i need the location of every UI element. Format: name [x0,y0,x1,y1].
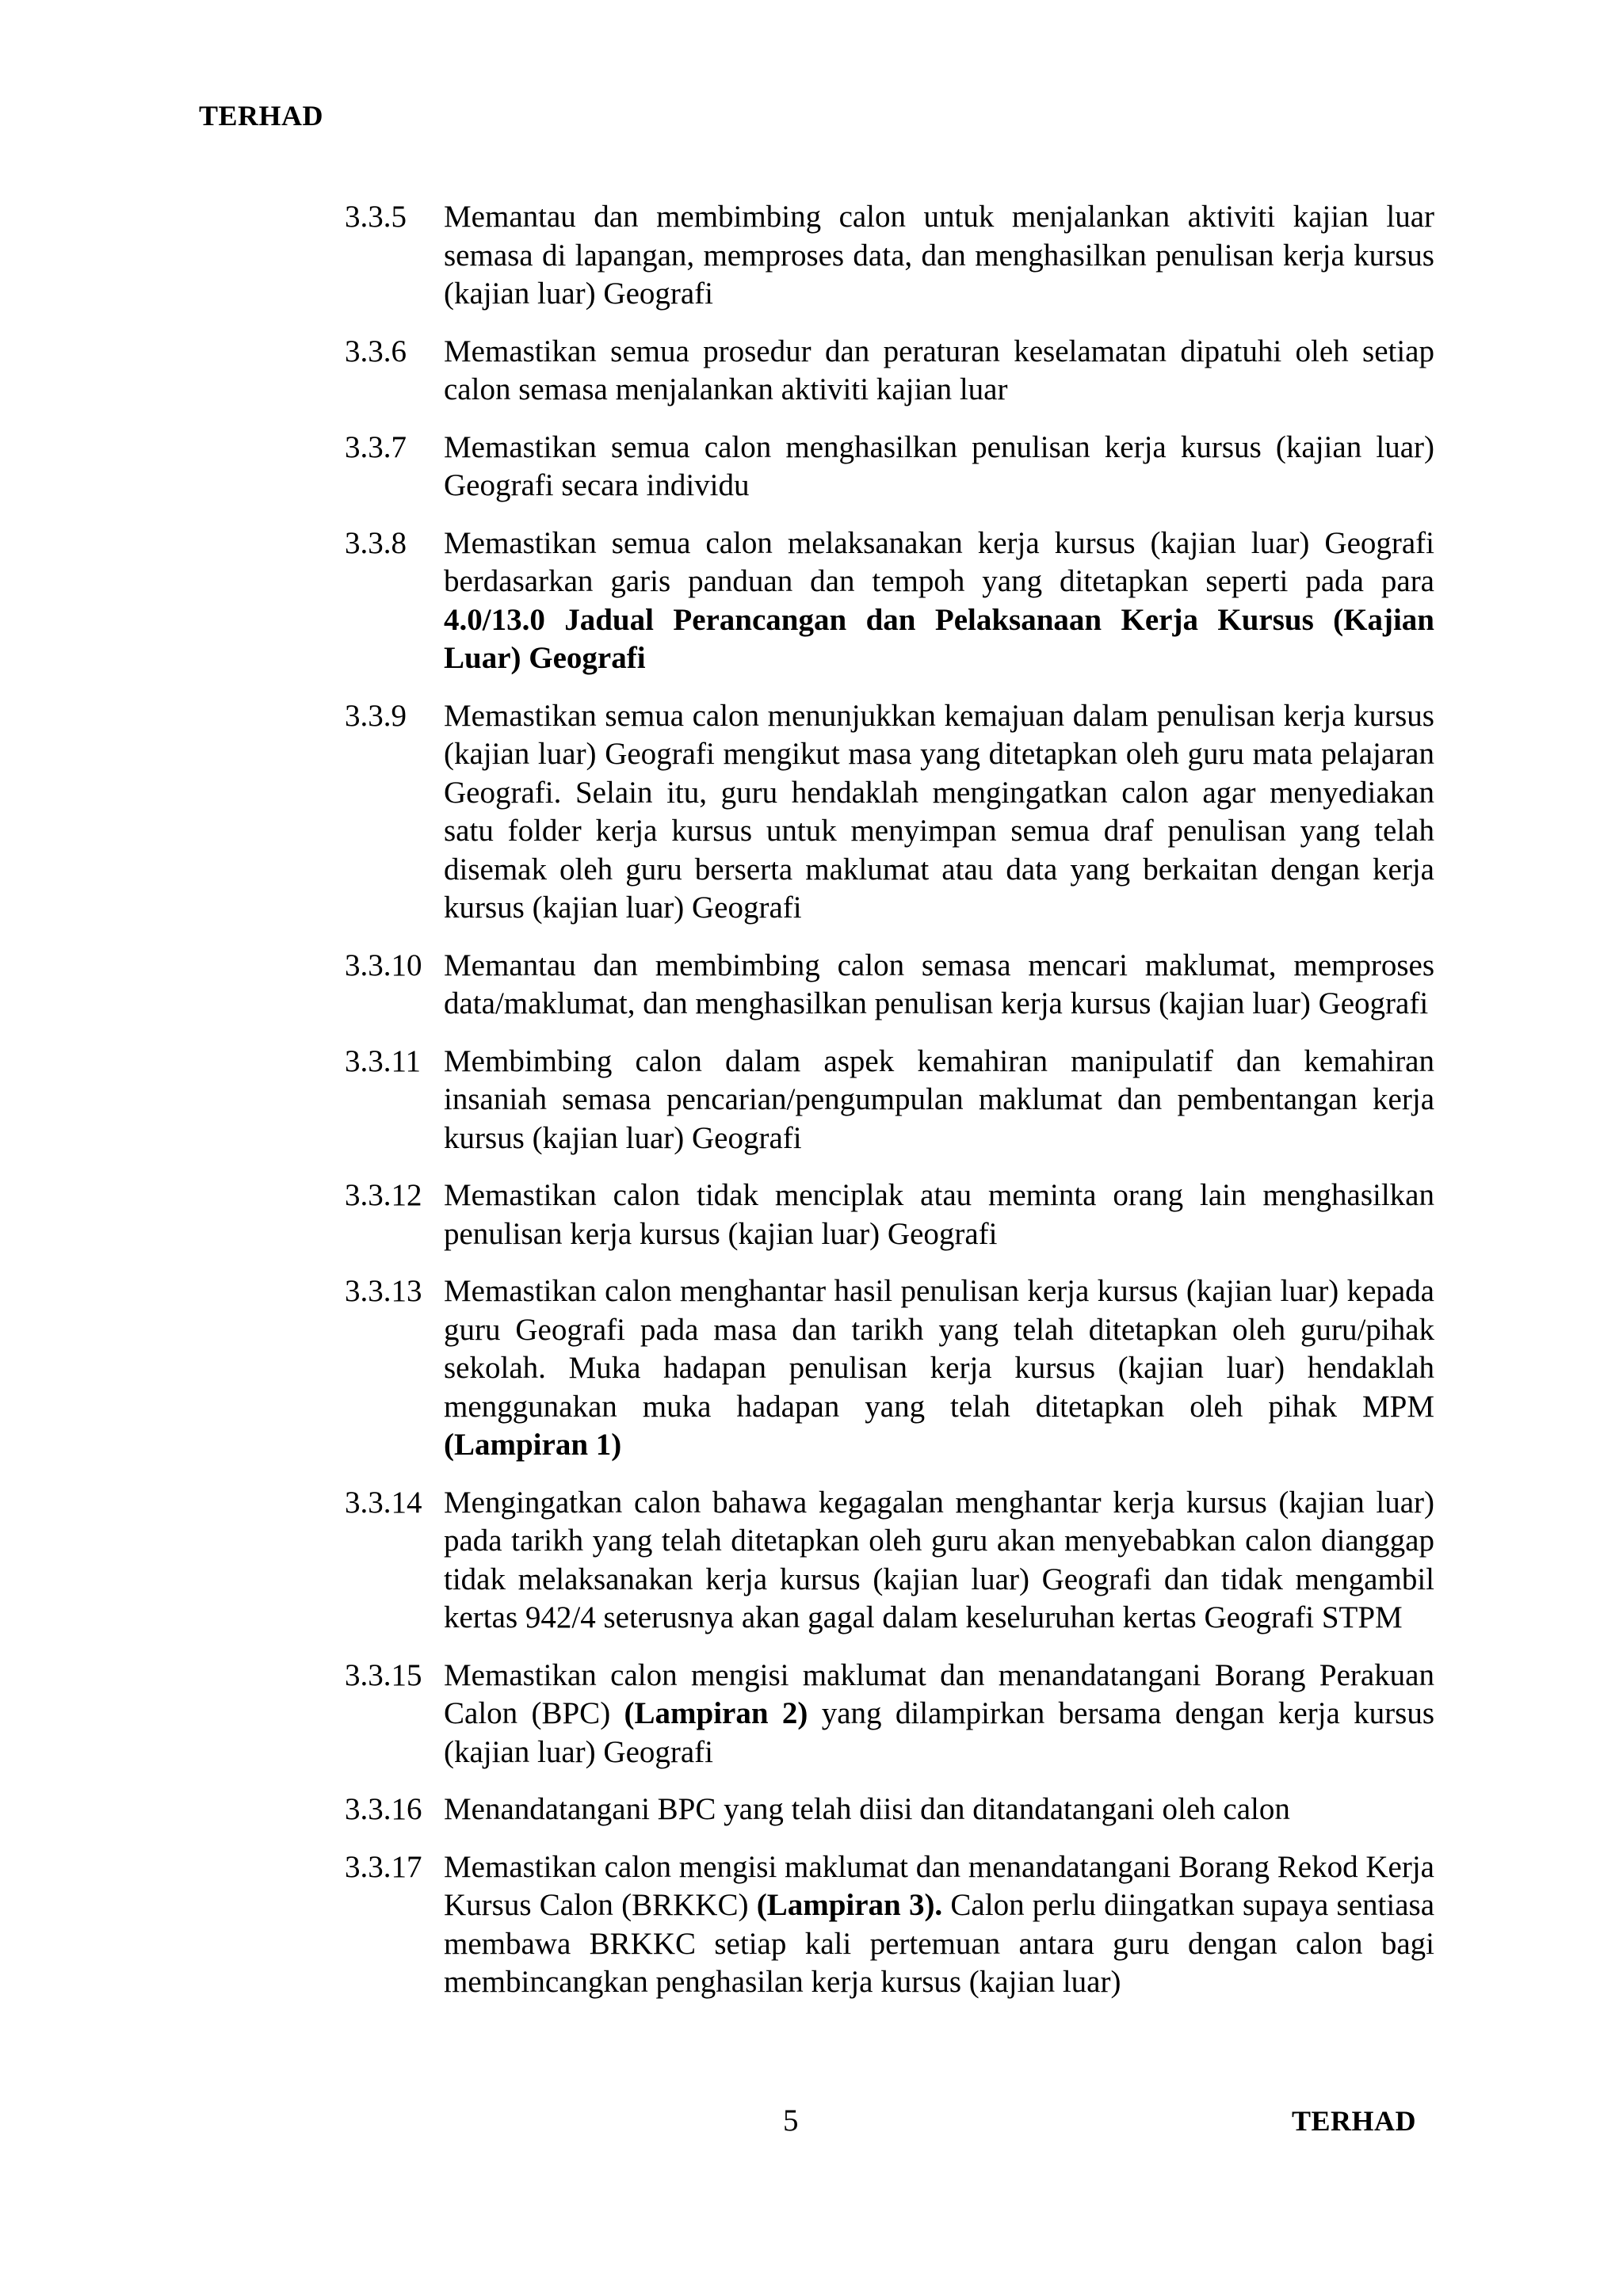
list-item [345,1791,1434,1829]
item-number: 3.3.8 [345,525,407,560]
item-text [444,1791,1434,1829]
text-segment: Memastikan semua calon menunjukkan kemajuan dalam penulisan kerja kursus (kajian luar) Geografi mengikut masa yang ditetapkan oleh guru mata pelajaran Geografi. Selain itu, guru hendaklah mengingatkan calon agar menyediakan satu folder kerja kursus untuk menyimpan semua draf penulisan yang telah disemak oleh guru berserta maklumat atau data yang berkaitan dengan kerja kursus (kajian luar) Geografi [444,698,1434,925]
text-segment: Calon perlu diingatkan supaya sentiasa membawa BRKKC setiap kali pertemuan antara guru dengan calon bagi membincangkan penghasilan kerja kursus (kajian luar) [444,1888,1435,1999]
text-segment: Memastikan semua calon melaksanakan kerja kursus (kajian luar) Geografi berdasarkan garis panduan dan tempoh yang ditetapkan seperti pada para [444,525,1434,598]
text-segment: Memastikan calon tidak menciplak atau meminta orang lain menghasilkan penulisan kerja kursus (kajian luar) Geografi [444,1178,1434,1251]
list-item [345,1848,1434,2002]
item-number: 3.3.13 [345,1274,422,1308]
list-item [345,1043,1434,1158]
item-text [444,947,1434,1024]
list-item [345,429,1434,505]
bold-reference: (Lampiran 2) [624,1696,808,1730]
footer-classification-label: TERHAD [1292,2105,1417,2137]
item-text [444,1272,1434,1465]
item-text [444,198,1434,314]
page-number: 5 [783,2103,799,2138]
item-text [444,1657,1434,1772]
bold-reference: (Lampiran 3). [756,1888,943,1922]
item-number: 3.3.5 [345,200,407,234]
text-segment: Memastikan semua calon menghasilkan penulisan kerja kursus (kajian luar) Geografi secara individu [444,429,1434,502]
bold-reference: 4.0/13.0 Jadual Perancangan dan Pelaksanaan Kerja Kursus (Kajian Luar) Geografi [444,602,1434,675]
list-item [345,1177,1434,1253]
item-text [444,429,1434,505]
item-number: 3.3.17 [345,1849,422,1884]
text-segment: Memantau dan membimbing calon untuk menjalankan aktiviti kajian luar semasa di lapangan, memproses data, dan menghasilkan penulisan kerja kursus (kajian luar) Geografi [444,200,1434,311]
text-segment: Membimbing calon dalam aspek kemahiran manipulatif dan kemahiran insaniah semasa pencarian/pengumpulan maklumat dan pembentangan kerja kursus (kajian luar) Geografi [444,1043,1434,1155]
item-text [444,697,1434,928]
item-text [444,333,1434,410]
list-item [345,333,1434,410]
text-segment: Memastikan calon mengisi maklumat dan menandatangani Borang Perakuan Calon (BPC) [444,1657,1434,1730]
list-item [345,524,1434,678]
item-number: 3.3.16 [345,1792,422,1826]
bold-reference: (Lampiran 1) [444,1428,622,1462]
item-number: 3.3.12 [345,1178,422,1212]
item-text [444,1484,1434,1638]
item-number: 3.3.11 [345,1043,422,1078]
item-number: 3.3.6 [345,334,407,368]
list-item [345,697,1434,928]
item-text [444,524,1434,678]
item-number: 3.3.7 [345,429,407,464]
text-segment: Mengingatkan calon bahawa kegagalan menghantar kerja kursus (kajian luar) pada tarikh yang telah ditetapkan oleh guru akan menyebabkan calon dianggap tidak melaksanakan kerja kursus (kajian luar) Geografi dan tidak mengambil kertas 942/4 seterusnya akan gagal dalam keseluruhan kertas Geografi STPM [444,1485,1434,1634]
text-segment: Memastikan calon mengisi maklumat dan menandatangani Borang Rekod Kerja Kursus Calon (BRKKC) [444,1849,1434,1922]
numbered-list [345,198,1434,2021]
text-segment: Memastikan calon menghantar hasil penulisan kerja kursus (kajian luar) kepada guru Geografi pada masa dan tarikh yang telah ditetapkan oleh guru/pihak sekolah. Muka hadapan penulisan kerja kursus (kajian luar) hendaklah menggunakan muka hadapan yang telah ditetapkan oleh pihak MPM [444,1274,1434,1424]
list-item [345,947,1434,1024]
text-segment: Memantau dan membimbing calon semasa mencari maklumat, memproses data/maklumat, dan menghasilkan penulisan kerja kursus (kajian luar) Geografi [444,948,1434,1020]
item-number: 3.3.14 [345,1485,422,1520]
item-text [444,1043,1434,1158]
item-number: 3.3.9 [345,698,407,733]
list-item [345,1657,1434,1772]
text-segment: Memastikan semua prosedur dan peraturan keselamatan dipatuhi oleh setiap calon semasa menjalankan aktiviti kajian luar [444,334,1434,406]
text-segment: yang dilampirkan bersama dengan kerja kursus (kajian luar) Geografi [444,1696,1434,1769]
item-number: 3.3.10 [345,948,422,982]
item-text [444,1177,1434,1253]
text-segment: Menandatangani BPC yang telah diisi dan ditandatangani oleh calon [444,1792,1290,1826]
item-number: 3.3.15 [345,1657,422,1692]
item-text [444,1848,1434,2002]
list-item [345,1272,1434,1465]
list-item [345,198,1434,314]
header-classification-label: TERHAD [199,100,324,132]
list-item [345,1484,1434,1638]
